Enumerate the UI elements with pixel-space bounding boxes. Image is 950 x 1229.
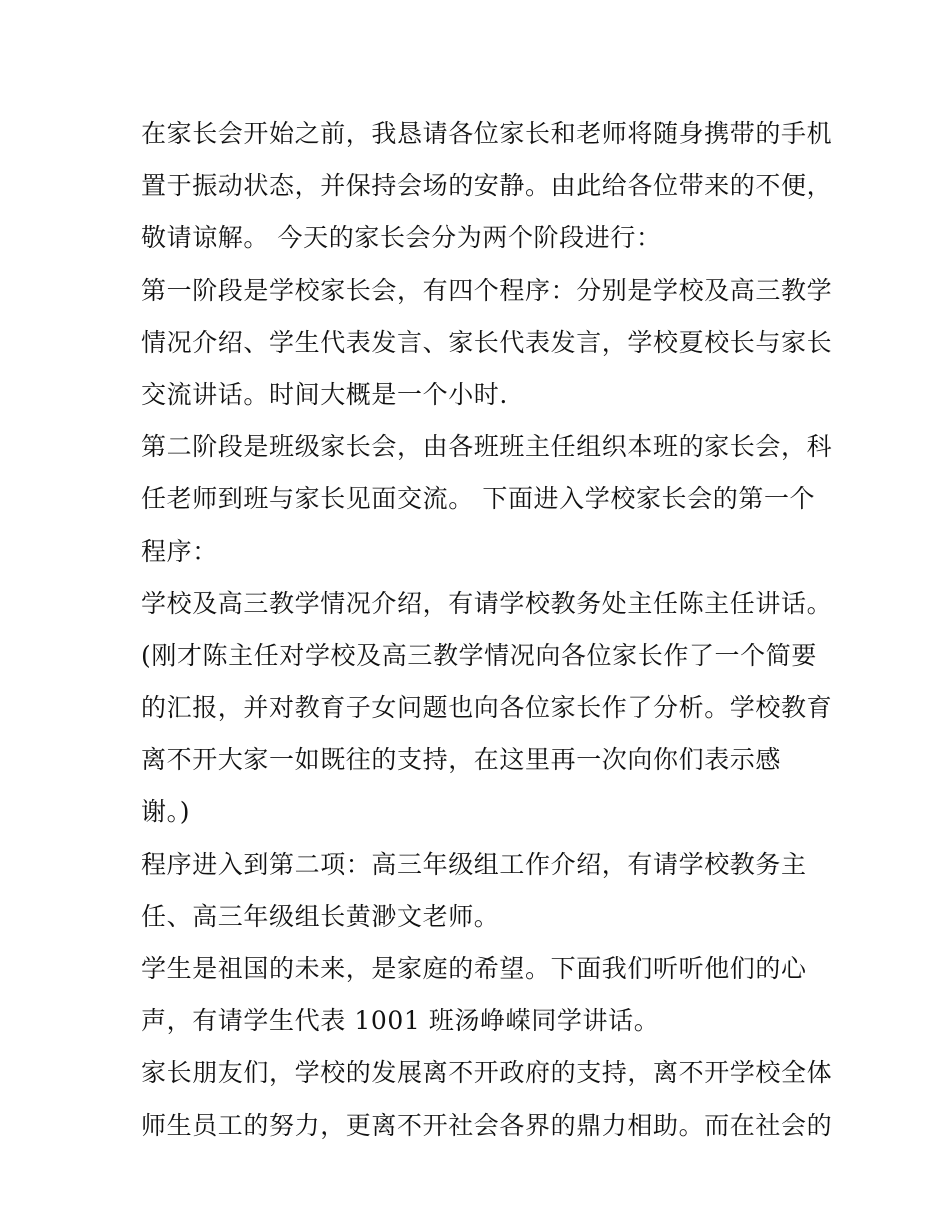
text-line: 情况介绍、学生代表发言、家长代表发言，学校夏校长与家长	[141, 327, 833, 357]
text-line: 第一阶段是学校家长会，有四个程序：分别是学校及高三教学	[141, 275, 833, 305]
text-line: 的汇报，并对教育子女问题也向各位家长作了分析。学校教育	[141, 693, 833, 723]
text-line: 交流讲话。时间大概是一个小时.	[141, 379, 508, 409]
text-line: 声，有请学生代表 1001 班汤峥嵘同学讲话。	[141, 1006, 660, 1036]
text-line: 在家长会开始之前，我恳请各位家长和老师将随身携带的手机	[141, 119, 833, 148]
text-line: (刚才陈主任对学校及高三教学情况向各位家长作了一个简要	[141, 640, 817, 670]
text-line: 家长朋友们，学校的发展离不开政府的支持，离不开学校全体	[141, 1058, 833, 1088]
text-line: 师生员工的努力，更离不开社会各界的鼎力相助。而在社会的	[141, 1110, 833, 1140]
text-line: 敬请谅解。 今天的家长会分为两个阶段进行：	[141, 223, 662, 253]
text-line: 程序进入到第二项：高三年级组工作介绍，有请学校教务主	[141, 849, 807, 879]
text-line: 程序：	[141, 536, 218, 566]
text-line: 学生是祖国的未来，是家庭的希望。下面我们听听他们的心	[141, 954, 807, 983]
text-line: 第二阶段是班级家长会，由各班班主任组织本班的家长会，科	[141, 432, 833, 462]
text-line: 任、高三年级组长黄渺文老师。	[141, 901, 500, 931]
document-body	[141, 108, 833, 1152]
text-line: 学校及高三教学情况介绍，有请学校教务处主任陈主任讲话。	[141, 588, 833, 618]
text-line: 谢。)	[141, 797, 191, 827]
text-line: 置于振动状态，并保持会场的安静。由此给各位带来的不便，	[141, 171, 833, 201]
text-line: 离不开大家一如既往的支持，在这里再一次向你们表示感	[141, 745, 782, 775]
text-line: 任老师到班与家长见面交流。 下面进入学校家长会的第一个	[141, 484, 816, 514]
